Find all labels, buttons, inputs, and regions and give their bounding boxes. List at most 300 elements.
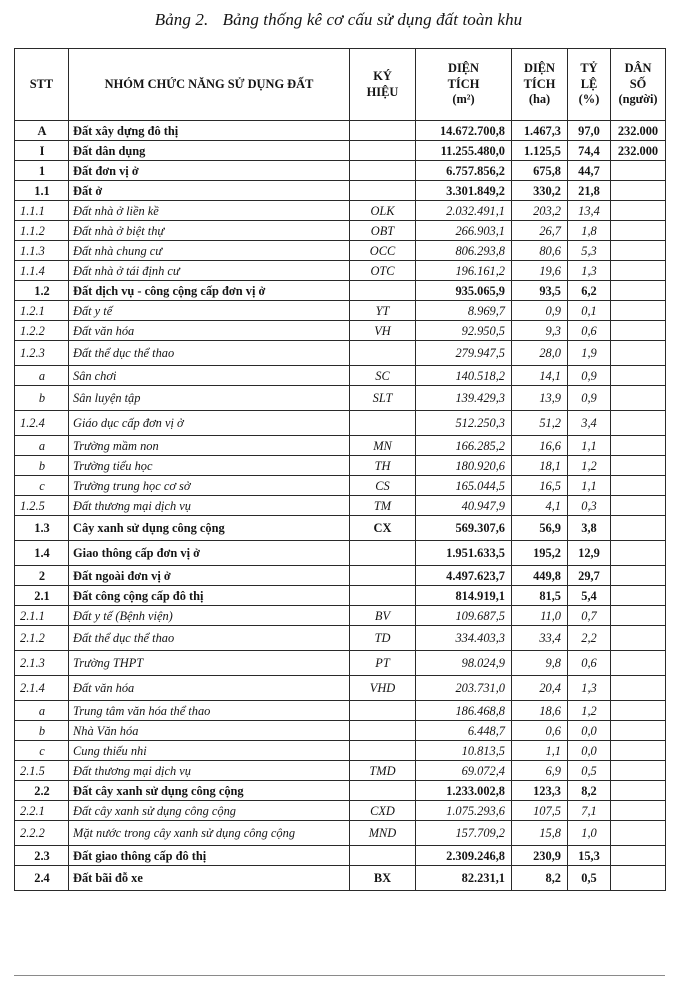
cell-area-ha: 51,2 — [512, 411, 568, 436]
cell-population — [611, 606, 666, 626]
cell-stt: 2.1.3 — [15, 651, 69, 676]
cell-stt: a — [15, 701, 69, 721]
cell-name: Đất y tế — [69, 301, 350, 321]
cell-stt: 1.1.4 — [15, 261, 69, 281]
cell-ratio: 0,5 — [568, 761, 611, 781]
cell-area-m2: 157.709,2 — [416, 821, 512, 846]
cell-ratio: 0,9 — [568, 366, 611, 386]
table-row — [15, 586, 666, 606]
cell-name: Mặt nước trong cây xanh sử dụng công cộng — [69, 821, 350, 846]
cell-population — [611, 676, 666, 701]
cell-stt: 1.2.5 — [15, 496, 69, 516]
cell-ratio: 44,7 — [568, 161, 611, 181]
cell-area-m2: 165.044,5 — [416, 476, 512, 496]
cell-code — [350, 181, 416, 201]
cell-area-ha: 19,6 — [512, 261, 568, 281]
cell-code: TMD — [350, 761, 416, 781]
cell-code — [350, 701, 416, 721]
cell-area-ha: 9,8 — [512, 651, 568, 676]
table-row — [15, 261, 666, 281]
cell-name: Đất nhà chung cư — [69, 241, 350, 261]
cell-stt: 1.1.1 — [15, 201, 69, 221]
cell-area-m2: 935.065,9 — [416, 281, 512, 301]
cell-code: OTC — [350, 261, 416, 281]
cell-population — [611, 761, 666, 781]
cell-area-m2: 139.429,3 — [416, 386, 512, 411]
cell-name: Đất cây xanh sử dụng công cộng — [69, 781, 350, 801]
cell-area-m2: 40.947,9 — [416, 496, 512, 516]
cell-population — [611, 201, 666, 221]
cell-area-ha: 195,2 — [512, 541, 568, 566]
cell-area-m2: 1.233.002,8 — [416, 781, 512, 801]
cell-name: Đất cây xanh sử dụng công cộng — [69, 801, 350, 821]
cell-population — [611, 821, 666, 846]
cell-ratio: 0,7 — [568, 606, 611, 626]
cell-code: PT — [350, 651, 416, 676]
cell-code: MND — [350, 821, 416, 846]
cell-area-m2: 98.024,9 — [416, 651, 512, 676]
cell-population — [611, 846, 666, 866]
cell-area-m2: 140.518,2 — [416, 366, 512, 386]
table-row — [15, 701, 666, 721]
cell-population — [611, 181, 666, 201]
cell-ratio: 74,4 — [568, 141, 611, 161]
cell-code — [350, 121, 416, 141]
cell-area-ha: 1.467,3 — [512, 121, 568, 141]
table-row — [15, 846, 666, 866]
cell-code — [350, 586, 416, 606]
table-row — [15, 781, 666, 801]
cell-code: VHD — [350, 676, 416, 701]
cell-name: Đất thương mại dịch vụ — [69, 761, 350, 781]
cell-ratio: 0,6 — [568, 651, 611, 676]
cell-name: Đất thể dục thể thao — [69, 626, 350, 651]
cell-code: BV — [350, 606, 416, 626]
cell-ratio: 0,0 — [568, 741, 611, 761]
cell-name: Đất y tế (Bệnh viện) — [69, 606, 350, 626]
cell-code: OLK — [350, 201, 416, 221]
cell-name: Đất dịch vụ - công cộng cấp đơn vị ở — [69, 281, 350, 301]
cell-area-ha: 123,3 — [512, 781, 568, 801]
cell-area-m2: 2.032.491,1 — [416, 201, 512, 221]
cell-ratio: 21,8 — [568, 181, 611, 201]
cell-ratio: 3,4 — [568, 411, 611, 436]
cell-area-ha: 675,8 — [512, 161, 568, 181]
cell-stt: 1.3 — [15, 516, 69, 541]
cell-area-m2: 6.757.856,2 — [416, 161, 512, 181]
cell-population — [611, 541, 666, 566]
table-row — [15, 676, 666, 701]
cell-code — [350, 781, 416, 801]
header-stt: STT — [15, 49, 69, 121]
cell-area-m2: 82.231,1 — [416, 866, 512, 891]
cell-ratio: 1,8 — [568, 221, 611, 241]
header-area-ha: DIỆN TÍCH (ha) — [512, 49, 568, 121]
cell-stt: b — [15, 386, 69, 411]
cell-stt: 2.2.1 — [15, 801, 69, 821]
cell-code — [350, 281, 416, 301]
cell-area-ha: 33,4 — [512, 626, 568, 651]
cell-name: Đất dân dụng — [69, 141, 350, 161]
cell-area-ha: 56,9 — [512, 516, 568, 541]
cell-name: Giao thông cấp đơn vị ở — [69, 541, 350, 566]
cell-area-m2: 3.301.849,2 — [416, 181, 512, 201]
cell-area-ha: 26,7 — [512, 221, 568, 241]
cell-code — [350, 141, 416, 161]
cell-area-m2: 266.903,1 — [416, 221, 512, 241]
cell-area-ha: 449,8 — [512, 566, 568, 586]
cell-stt: 2.1.2 — [15, 626, 69, 651]
table-row — [15, 386, 666, 411]
table-row — [15, 161, 666, 181]
cell-name: Đất ở — [69, 181, 350, 201]
cell-stt: 1.2.2 — [15, 321, 69, 341]
cell-code: TH — [350, 456, 416, 476]
caption-title: Bảng thống kê cơ cấu sử dụng đất toàn khu — [222, 10, 523, 29]
table-row — [15, 121, 666, 141]
cell-population — [611, 566, 666, 586]
cell-ratio: 7,1 — [568, 801, 611, 821]
header-group: NHÓM CHỨC NĂNG SỬ DỤNG ĐẤT — [69, 49, 350, 121]
table-row — [15, 566, 666, 586]
cell-ratio: 0,6 — [568, 321, 611, 341]
cell-area-ha: 16,5 — [512, 476, 568, 496]
table-row — [15, 516, 666, 541]
cell-code: BX — [350, 866, 416, 891]
cell-stt: 1.1.2 — [15, 221, 69, 241]
cell-population — [611, 281, 666, 301]
cell-code — [350, 741, 416, 761]
table-row — [15, 866, 666, 891]
cell-name: Trường tiểu học — [69, 456, 350, 476]
cell-population — [611, 651, 666, 676]
cell-area-m2: 196.161,2 — [416, 261, 512, 281]
cell-area-m2: 166.285,2 — [416, 436, 512, 456]
cell-ratio: 0,5 — [568, 866, 611, 891]
cell-area-m2: 14.672.700,8 — [416, 121, 512, 141]
cell-code: MN — [350, 436, 416, 456]
cell-area-ha: 0,9 — [512, 301, 568, 321]
cell-code: SLT — [350, 386, 416, 411]
cell-area-ha: 15,8 — [512, 821, 568, 846]
cell-stt: c — [15, 741, 69, 761]
table-row — [15, 496, 666, 516]
table-row — [15, 741, 666, 761]
cell-ratio: 15,3 — [568, 846, 611, 866]
header-row — [15, 49, 666, 121]
cell-stt: 2 — [15, 566, 69, 586]
cell-area-m2: 6.448,7 — [416, 721, 512, 741]
cell-stt: 2.1.4 — [15, 676, 69, 701]
cell-stt: 1 — [15, 161, 69, 181]
cell-area-m2: 1.951.633,5 — [416, 541, 512, 566]
cell-ratio: 97,0 — [568, 121, 611, 141]
header-population: DÂN SỐ (người) — [611, 49, 666, 121]
cell-area-ha: 8,2 — [512, 866, 568, 891]
cell-code: CS — [350, 476, 416, 496]
header-ratio: TỶ LỆ (%) — [568, 49, 611, 121]
cell-ratio: 6,2 — [568, 281, 611, 301]
cell-ratio: 2,2 — [568, 626, 611, 651]
cell-ratio: 0,1 — [568, 301, 611, 321]
table-row — [15, 626, 666, 651]
cell-area-ha: 4,1 — [512, 496, 568, 516]
cell-area-m2: 10.813,5 — [416, 741, 512, 761]
cell-population — [611, 241, 666, 261]
table-row — [15, 821, 666, 846]
table-row — [15, 241, 666, 261]
cell-area-m2: 279.947,5 — [416, 341, 512, 366]
table-row — [15, 456, 666, 476]
cell-area-ha: 81,5 — [512, 586, 568, 606]
cell-name: Sân luyện tập — [69, 386, 350, 411]
cell-area-m2: 203.731,0 — [416, 676, 512, 701]
cell-ratio: 1,9 — [568, 341, 611, 366]
table-row — [15, 201, 666, 221]
cell-name: Đất ngoài đơn vị ở — [69, 566, 350, 586]
cell-area-m2: 109.687,5 — [416, 606, 512, 626]
cell-population — [611, 801, 666, 821]
cell-ratio: 29,7 — [568, 566, 611, 586]
cell-code — [350, 341, 416, 366]
cell-name: Đất văn hóa — [69, 321, 350, 341]
cell-area-m2: 8.969,7 — [416, 301, 512, 321]
cell-area-m2: 11.255.480,0 — [416, 141, 512, 161]
table-caption — [0, 10, 677, 30]
cell-population — [611, 866, 666, 891]
cell-area-ha: 0,6 — [512, 721, 568, 741]
cell-area-ha: 11,0 — [512, 606, 568, 626]
page-bottom-rule — [14, 975, 665, 976]
cell-name: Đất thể dục thể thao — [69, 341, 350, 366]
cell-code: VH — [350, 321, 416, 341]
cell-ratio: 1,1 — [568, 476, 611, 496]
header-code: KÝ HIỆU — [350, 49, 416, 121]
cell-stt: 1.1.3 — [15, 241, 69, 261]
cell-area-ha: 16,6 — [512, 436, 568, 456]
cell-name: Đất bãi đỗ xe — [69, 866, 350, 891]
cell-area-ha: 28,0 — [512, 341, 568, 366]
cell-area-ha: 93,5 — [512, 281, 568, 301]
cell-name: Đất công cộng cấp đô thị — [69, 586, 350, 606]
cell-area-ha: 230,9 — [512, 846, 568, 866]
cell-name: Trường mầm non — [69, 436, 350, 456]
cell-ratio: 8,2 — [568, 781, 611, 801]
cell-population: 232.000 — [611, 121, 666, 141]
cell-area-ha: 13,9 — [512, 386, 568, 411]
cell-population — [611, 261, 666, 281]
cell-population — [611, 701, 666, 721]
cell-area-ha: 330,2 — [512, 181, 568, 201]
cell-population: 232.000 — [611, 141, 666, 161]
header-area-m2: DIỆN TÍCH (m²) — [416, 49, 512, 121]
cell-population — [611, 436, 666, 456]
cell-stt: 1.2 — [15, 281, 69, 301]
cell-stt: 2.3 — [15, 846, 69, 866]
cell-ratio: 5,3 — [568, 241, 611, 261]
cell-area-m2: 569.307,6 — [416, 516, 512, 541]
table-row — [15, 411, 666, 436]
cell-stt: I — [15, 141, 69, 161]
cell-name: Đất thương mại dịch vụ — [69, 496, 350, 516]
cell-name: Đất văn hóa — [69, 676, 350, 701]
cell-stt: 1.1 — [15, 181, 69, 201]
cell-stt: 2.4 — [15, 866, 69, 891]
cell-code: TD — [350, 626, 416, 651]
cell-stt: a — [15, 436, 69, 456]
cell-ratio: 1,3 — [568, 261, 611, 281]
cell-population — [611, 456, 666, 476]
cell-stt: A — [15, 121, 69, 141]
cell-area-m2: 4.497.623,7 — [416, 566, 512, 586]
cell-population — [611, 386, 666, 411]
cell-ratio: 1,3 — [568, 676, 611, 701]
cell-stt: 2.1.5 — [15, 761, 69, 781]
cell-population — [611, 341, 666, 366]
cell-stt: b — [15, 721, 69, 741]
cell-area-ha: 1.125,5 — [512, 141, 568, 161]
table-row — [15, 301, 666, 321]
cell-area-m2: 92.950,5 — [416, 321, 512, 341]
table-row — [15, 366, 666, 386]
cell-population — [611, 741, 666, 761]
cell-stt: 1.4 — [15, 541, 69, 566]
cell-stt: b — [15, 456, 69, 476]
cell-code — [350, 846, 416, 866]
cell-code — [350, 411, 416, 436]
cell-population — [611, 721, 666, 741]
cell-stt: 2.1.1 — [15, 606, 69, 626]
cell-area-ha: 18,6 — [512, 701, 568, 721]
cell-population — [611, 321, 666, 341]
cell-ratio: 0,3 — [568, 496, 611, 516]
cell-ratio: 13,4 — [568, 201, 611, 221]
table-row — [15, 321, 666, 341]
cell-name: Đất nhà ở tái định cư — [69, 261, 350, 281]
cell-population — [611, 516, 666, 541]
cell-code: OBT — [350, 221, 416, 241]
cell-population — [611, 301, 666, 321]
cell-area-m2: 180.920,6 — [416, 456, 512, 476]
cell-ratio: 12,9 — [568, 541, 611, 566]
cell-ratio: 0,0 — [568, 721, 611, 741]
cell-name: Trung tâm văn hóa thể thao — [69, 701, 350, 721]
cell-stt: a — [15, 366, 69, 386]
cell-code: TM — [350, 496, 416, 516]
cell-area-m2: 334.403,3 — [416, 626, 512, 651]
cell-ratio: 3,8 — [568, 516, 611, 541]
cell-name: Đất đơn vị ở — [69, 161, 350, 181]
cell-code: SC — [350, 366, 416, 386]
cell-area-m2: 814.919,1 — [416, 586, 512, 606]
table-row — [15, 281, 666, 301]
cell-name: Đất xây dựng đô thị — [69, 121, 350, 141]
cell-ratio: 0,9 — [568, 386, 611, 411]
cell-name: Nhà Văn hóa — [69, 721, 350, 741]
cell-area-ha: 9,3 — [512, 321, 568, 341]
cell-area-m2: 186.468,8 — [416, 701, 512, 721]
cell-area-m2: 69.072,4 — [416, 761, 512, 781]
cell-name: Giáo dục cấp đơn vị ở — [69, 411, 350, 436]
cell-ratio: 1,0 — [568, 821, 611, 846]
cell-code — [350, 566, 416, 586]
cell-name: Trường trung học cơ sở — [69, 476, 350, 496]
cell-name: Đất giao thông cấp đô thị — [69, 846, 350, 866]
cell-area-ha: 203,2 — [512, 201, 568, 221]
table-row — [15, 651, 666, 676]
cell-population — [611, 221, 666, 241]
cell-code — [350, 161, 416, 181]
cell-name: Sân chơi — [69, 366, 350, 386]
cell-name: Đất nhà ở biệt thự — [69, 221, 350, 241]
cell-population — [611, 626, 666, 651]
table-row — [15, 181, 666, 201]
cell-area-ha: 18,1 — [512, 456, 568, 476]
table-row — [15, 141, 666, 161]
cell-area-ha: 20,4 — [512, 676, 568, 701]
cell-code: CX — [350, 516, 416, 541]
land-use-table — [14, 48, 666, 891]
cell-code: YT — [350, 301, 416, 321]
cell-area-ha: 1,1 — [512, 741, 568, 761]
cell-stt: c — [15, 476, 69, 496]
cell-population — [611, 496, 666, 516]
table-row — [15, 761, 666, 781]
cell-population — [611, 161, 666, 181]
table-row — [15, 221, 666, 241]
cell-area-ha: 14,1 — [512, 366, 568, 386]
cell-area-m2: 2.309.246,8 — [416, 846, 512, 866]
table-row — [15, 541, 666, 566]
cell-code — [350, 541, 416, 566]
cell-area-ha: 6,9 — [512, 761, 568, 781]
cell-ratio: 5,4 — [568, 586, 611, 606]
cell-area-ha: 80,6 — [512, 241, 568, 261]
cell-ratio: 1,2 — [568, 701, 611, 721]
cell-name: Cây xanh sử dụng công cộng — [69, 516, 350, 541]
table-row — [15, 801, 666, 821]
cell-code: OCC — [350, 241, 416, 261]
cell-stt: 2.2 — [15, 781, 69, 801]
cell-code: CXD — [350, 801, 416, 821]
cell-ratio: 1,2 — [568, 456, 611, 476]
cell-area-m2: 512.250,3 — [416, 411, 512, 436]
cell-population — [611, 781, 666, 801]
cell-area-ha: 107,5 — [512, 801, 568, 821]
cell-stt: 2.1 — [15, 586, 69, 606]
cell-name: Cung thiếu nhi — [69, 741, 350, 761]
caption-number: Bảng 2. — [154, 10, 209, 29]
cell-population — [611, 411, 666, 436]
cell-code — [350, 721, 416, 741]
table-row — [15, 721, 666, 741]
cell-stt: 1.2.4 — [15, 411, 69, 436]
table-row — [15, 341, 666, 366]
cell-stt: 1.2.1 — [15, 301, 69, 321]
cell-name: Trường THPT — [69, 651, 350, 676]
cell-population — [611, 476, 666, 496]
cell-stt: 2.2.2 — [15, 821, 69, 846]
cell-population — [611, 366, 666, 386]
cell-area-m2: 806.293,8 — [416, 241, 512, 261]
table-row — [15, 436, 666, 456]
table-row — [15, 476, 666, 496]
cell-area-m2: 1.075.293,6 — [416, 801, 512, 821]
cell-name: Đất nhà ở liền kề — [69, 201, 350, 221]
cell-population — [611, 586, 666, 606]
table-row — [15, 606, 666, 626]
cell-stt: 1.2.3 — [15, 341, 69, 366]
